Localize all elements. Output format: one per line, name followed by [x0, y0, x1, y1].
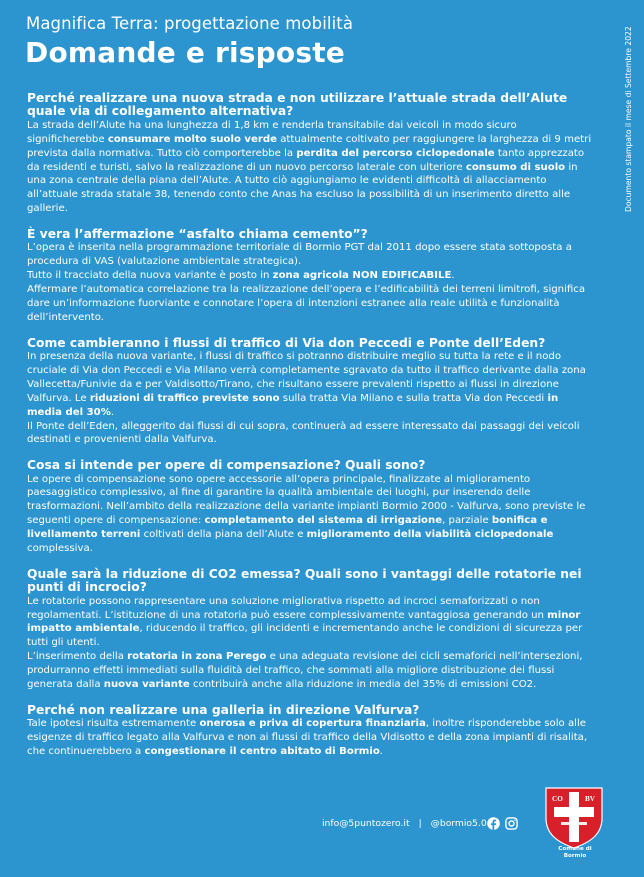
answer-emphasis: miglioramento della viabilità ciclopedonale — [306, 529, 554, 541]
answer-emphasis: minor impatto ambientale — [27, 609, 581, 635]
page-title: Domande e risposte — [25, 36, 345, 69]
answer-emphasis: completamento del sistema di irrigazione — [204, 515, 443, 527]
faq-question: Quale sarà la riduzione di CO2 emessa? Quali sono i vantaggi delle rotatorie nei punti di incrocio? — [27, 566, 582, 595]
faq-question: Come cambieranno i flussi di traffico di Via don Peccedi e Ponte dell’Eden? — [27, 335, 546, 350]
crest-label-line1: Comune di — [558, 846, 592, 852]
answer-text: sulla tratta Via Milano e sulla tratta Via don Peccedi — [279, 392, 548, 404]
answer-text: attualmente coltivato per raggiungere la larghezza di 9 metri prevista dalla normativa. Tutto ciò comporterebbe la — [27, 133, 592, 159]
answer-text: . — [110, 406, 115, 418]
answer-text: , inoltre risponderebbe solo alle esigenze di traffico legato alla Valfurva e non ai flussi di traffico della Vldisotto e della zona impianti di risalita, che continuerebbero a — [27, 718, 588, 757]
answer-emphasis: bonifica e livellamento terreni — [27, 515, 548, 541]
answer-text: , riducendo il traffico, gli incidenti e incrementando anche le condizioni di sicurezza per tutti gli utenti. — [27, 623, 583, 649]
side-note — [623, 26, 633, 220]
answer-text: . — [451, 270, 455, 282]
answer-emphasis: perdita del percorso ciclopedonale — [296, 147, 495, 159]
faq-answer — [27, 473, 595, 556]
instagram-icon[interactable] — [505, 817, 518, 830]
crest-left-text: CO — [552, 795, 563, 803]
answer-emphasis: consumo di suolo — [465, 161, 566, 173]
answer-text: Il Ponte dell’Eden, alleggerito dai flussi di cui sopra, continuerà ad essere interessato dai passaggi dei veicoli destinati e provenienti dalla Valfurva. — [27, 420, 580, 446]
faq-question: Perché non realizzare una galleria in direzione Valfurva? — [27, 702, 420, 717]
faq-answer — [27, 241, 595, 324]
answer-text: e una adeguata revisione dei cicli semaforici nell’intersezioni, produrranno effetti immediati sulla fluidità del traffico, che sommati alla migliore distribuzione dei flussi generata dalla — [27, 651, 583, 691]
answer-text: complessiva. — [27, 543, 93, 555]
crest-label — [549, 846, 601, 860]
faq-list — [27, 92, 595, 771]
faq-answer — [27, 595, 595, 692]
print-date-note: Documento stampato il mese di Settembre 2022 — [624, 26, 633, 212]
answer-text: La strada dell’Alute ha una lunghezza di 1,8 km e renderla transitabile dai veicoli in modo sicuro significherebbe — [27, 119, 517, 145]
answer-text: contribuirà anche alla riduzione in media del 35% di emissioni CO2. — [189, 679, 537, 691]
answer-text: coltivati della piana dell’Alute e — [140, 529, 307, 541]
faq-answer — [27, 717, 595, 759]
faq-section — [27, 704, 595, 759]
answer-text: , parziale — [442, 515, 492, 527]
answer-text: . — [379, 745, 384, 757]
answer-text: in una zona centrale della piana dell’Alute. A tutto ciò aggiungiamo le evidenti difficoltà di allacciamento all’attuale strada statale 38, tenendo conto che Anas ha escluso la possibilità di un inserimento diretto alle gallerie. — [27, 161, 578, 215]
faq-answer — [27, 350, 595, 447]
answer-emphasis: in media del 30% — [27, 392, 559, 418]
crest-label-line2: Bormio — [563, 853, 587, 859]
answer-emphasis: rotatoria in zona Perego — [127, 651, 267, 663]
footer-email[interactable]: info@5puntozero.it — [322, 818, 410, 829]
answer-text: Le opere di compensazione sono opere accessorie all’opera principale, finalizzate al miglioramento paesaggistico complessivo, al fine di garantire la qualità ambientale dei luoghi, pur inserendo delle trasformazioni. Nell’ambito della realizzazione della variante impianti Bormio 2000 - Valfurva, sono previste le seguenti opere di compensazione: — [27, 473, 586, 527]
answer-text: tanto apprezzato da residenti e turisti, salvo la realizzazione di un nuovo percorso laterale con ulteriore — [27, 147, 585, 173]
footer-handle[interactable]: @bormio5.0 — [430, 818, 487, 829]
answer-text: Tutto il tracciato della nuova variante è posto in — [27, 270, 273, 282]
answer-emphasis: congestionare il centro abitato di Bormio — [144, 745, 380, 757]
answer-emphasis: zona agricola NON EDIFICABILE — [272, 270, 452, 282]
answer-text: L’inserimento della — [27, 651, 128, 663]
answer-text: Tale ipotesi risulta estremamente — [27, 718, 200, 730]
answer-emphasis: consumare molto suolo verde — [107, 133, 277, 145]
answer-text: L’opera è inserita nella programmazione territoriale di Bormio PGT dal 2011 dopo essere stata sottoposta a procedura di VAS (valutazione ambientale strategica). — [27, 242, 572, 268]
answer-emphasis: nuova variante — [103, 679, 190, 691]
faq-answer — [27, 119, 595, 216]
crest-right-text: BV — [585, 795, 595, 803]
faq-question: È vera l’affermazione “asfalto chiama cemento”? — [27, 226, 368, 241]
faq-section — [27, 92, 595, 216]
footer-separator: | — [418, 818, 422, 829]
faq-section — [27, 568, 595, 692]
faq-question: Perché realizzare una nuova strada e non utilizzare l’attuale strada dell’Alute quale via di collegamento alternativa? — [27, 91, 568, 119]
answer-text: Le rotatorie possono rappresentare una soluzione migliorativa rispetto ad incroci semaforizzati o non regolamentati. L’istituzione di una rotatoria può essere complessivamente vantaggiosa generando un — [27, 595, 548, 621]
faq-section — [27, 337, 595, 448]
faq-section — [27, 459, 595, 556]
facebook-icon[interactable] — [487, 817, 500, 830]
faq-section — [27, 228, 595, 325]
answer-emphasis: riduzioni di traffico previste sono — [89, 392, 280, 404]
answer-text: Affermare l’automatica correlazione tra la realizzazione dell’opera e l’edificabilità dei terreni limitrofi, significa dare un’informazione fuorviante e connotare l’opera di intenzioni estranee alla reale utilità e funzionalità dell’intervento. — [27, 284, 586, 323]
faq-question: Cosa si intende per opere di compensazione? Quali sono? — [27, 458, 426, 473]
header-kicker: Magnifica Terra: progettazione mobilità — [26, 14, 354, 33]
footer-contacts — [322, 818, 487, 829]
answer-emphasis: onerosa e priva di copertura finanziaria — [199, 718, 426, 730]
answer-text: In presenza della nuova variante, i flussi di traffico si potranno distribuire meglio su tutta la rete e il nodo cruciale di Via don Peccedi e Via Milano verrà completamente sgravato da tutto il traffico derivante dalla zona Vallecetta/Funivie da e per Valdisotto/Tirano, che risultano essere prevalenti rispetto ai flussi in direzione Valfurva. Le — [27, 351, 586, 404]
